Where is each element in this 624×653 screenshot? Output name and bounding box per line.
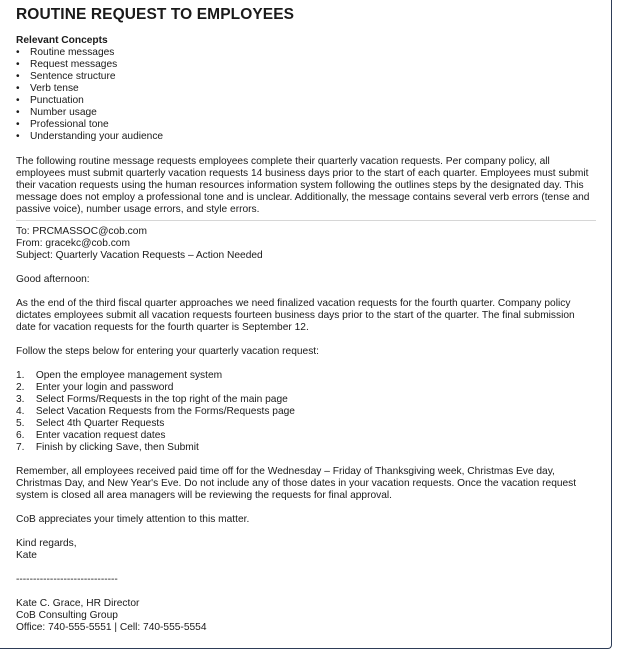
concepts-heading: Relevant Concepts xyxy=(16,35,108,46)
email-closing-name: Kate xyxy=(16,550,37,561)
step-item: 6. Enter vacation request dates xyxy=(16,430,166,441)
step-item: 1. Open the employee management system xyxy=(16,370,223,381)
step-item: 3. Select Forms/Requests in the top right of the main page xyxy=(16,394,288,405)
concept-item: • Punctuation xyxy=(16,95,596,107)
signature-company: CoB Consulting Group xyxy=(16,610,118,621)
email-greeting: Good afternoon: xyxy=(16,274,90,285)
signature-name: Kate C. Grace, HR Director xyxy=(16,598,140,609)
email-to: To: PRCMASSOC@cob.com xyxy=(16,226,147,237)
email-closing: Kind regards, xyxy=(16,538,77,549)
signature-divider: ------------------------------ xyxy=(16,574,118,585)
concept-item: • Professional tone xyxy=(16,119,596,131)
section-divider xyxy=(16,220,596,221)
document-content xyxy=(16,6,596,634)
signature-phone: Office: 740-555-5551 | Cell: 740-555-5554 xyxy=(16,622,207,633)
email-paragraph-3: Remember, all employees received paid time off for the Wednesday – Friday of Thanksgiving week, Christmas Eve day, Christmas Day, and New Year's Eve. Do not include any of those dates in your vacation requests. Once the vacation request system is closed all area managers will be reviewing the requests for final approval. xyxy=(16,466,577,501)
email-subject: Subject: Quarterly Vacation Requests – Action Needed xyxy=(16,250,263,261)
email-paragraph-1: As the end of the third fiscal quarter approaches we need finalized vacation requests for the fourth quarter. Company policy dictates employees submit all vacation requests fourteen business days prior to the start of the quarter. The final submission date for vacation requests for the fourth quarter is September 12. xyxy=(16,298,575,333)
step-item: 5. Select 4th Quarter Requests xyxy=(16,418,165,429)
concept-item: • Sentence structure xyxy=(16,71,596,83)
step-item: 7. Finish by clicking Save, then Submit xyxy=(16,442,199,453)
page-title: ROUTINE REQUEST TO EMPLOYEES xyxy=(16,6,295,23)
concept-item: • Verb tense xyxy=(16,83,596,95)
email-paragraph-4: CoB appreciates your timely attention to this matter. xyxy=(16,514,250,525)
email-from: From: gracekc@cob.com xyxy=(16,238,130,249)
concept-item: • Number usage xyxy=(16,107,596,119)
intro-paragraph: The following routine message requests employees complete their quarterly vacation requests. Per company policy, all employees must submit quarterly vacation requests 14 business days prior to the start of each quarter. Employees must submit their vacation requests using the human resources information system following the outlines steps by the designated day. This message does not employ a professional tone and is unclear. Additionally, the message contains several verb errors (tense and passive voice), number usage errors, and style errors. xyxy=(16,156,590,215)
concept-item: • Routine messages xyxy=(16,47,596,59)
concepts-list xyxy=(16,47,596,143)
steps-list xyxy=(16,370,596,454)
email-paragraph-2: Follow the steps below for entering your quarterly vacation request: xyxy=(16,346,319,357)
step-item: 2. Enter your login and password xyxy=(16,382,174,393)
concept-item: • Understanding your audience xyxy=(16,131,596,143)
concept-item: • Request messages xyxy=(16,59,596,71)
step-item: 4. Select Vacation Requests from the Forms/Requests page xyxy=(16,406,295,417)
